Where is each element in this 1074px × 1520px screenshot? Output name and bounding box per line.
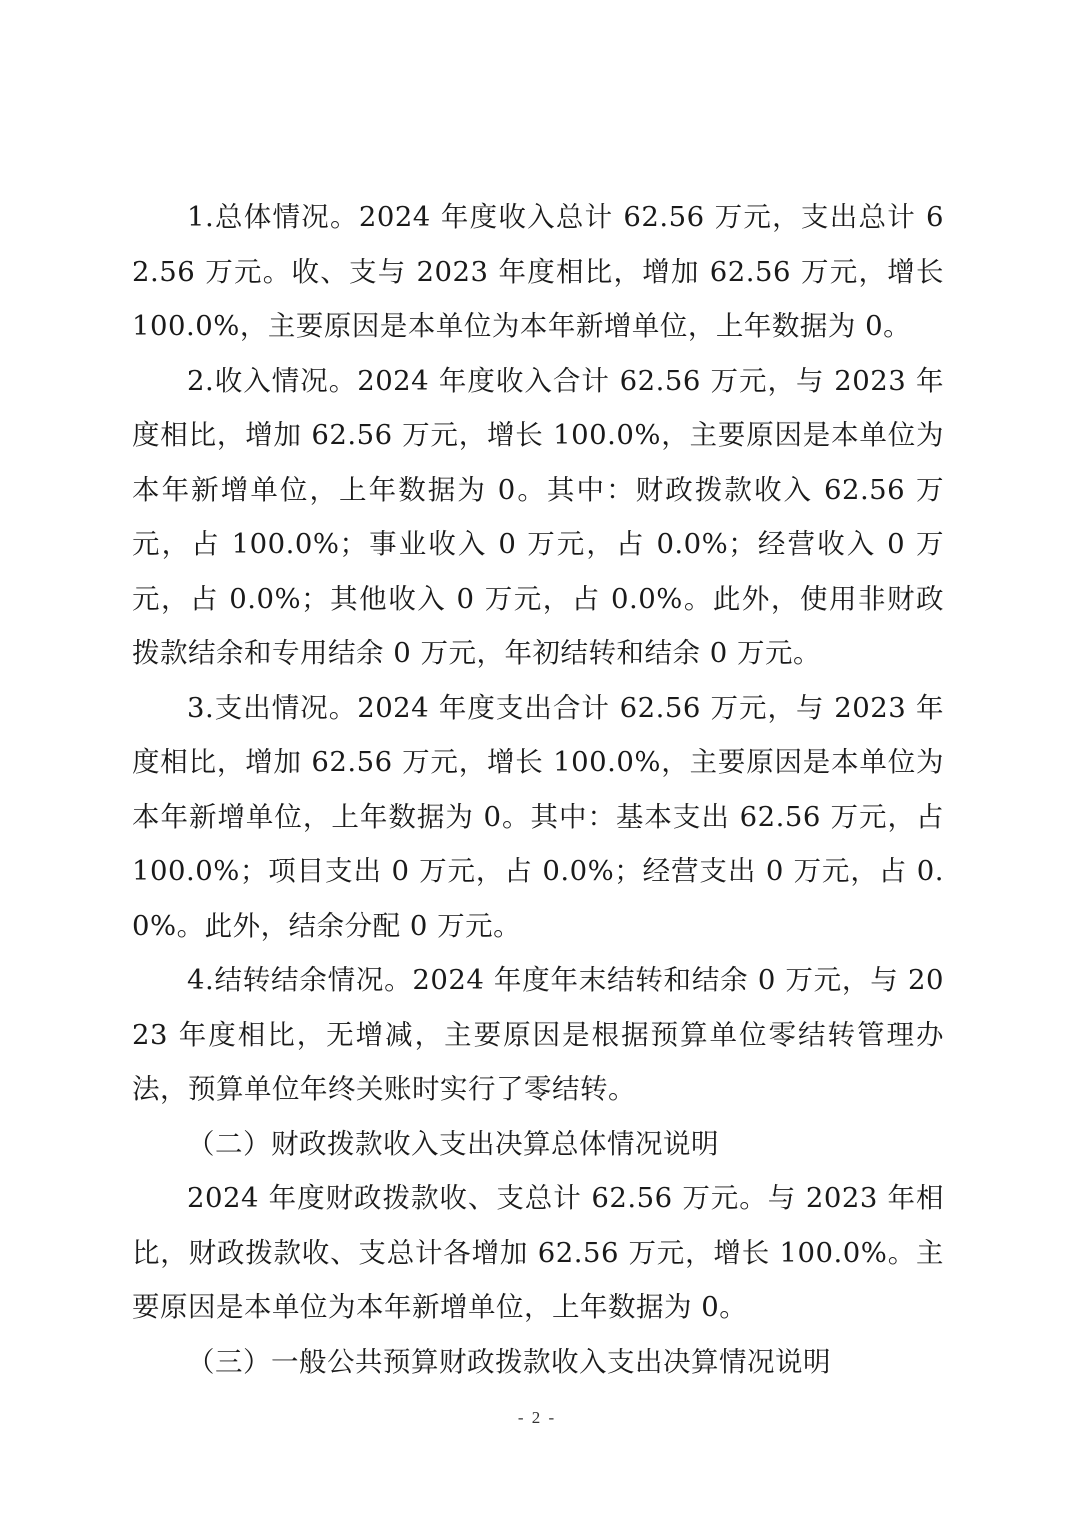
section-3-heading: （三）一般公共预算财政拨款收入支出决算情况说明 bbox=[187, 1345, 831, 1378]
paragraph-income: 2.收入情况。2024 年度收入合计 62.56 万元，与 2023 年度相比，增加 62.56 万元，增长 100.0%，主要原因是本单位为本年新增单位，上年数据为 0。其中：财政拨款收入 62.56 万元，占 100.0%；事业收入 0 万元，占 0.0%；经营收入 0 万元，占 0.0%；其他收入 0 万元，占 0.0%。此外，使用非财政拨款结余和专用结余 0 万元，年初结转和结余 0 万元。 bbox=[132, 364, 944, 669]
paragraph-expenditure: 3.支出情况。2024 年度支出合计 62.56 万元，与 2023 年度相比，增加 62.56 万元，增长 100.0%，主要原因是本单位为本年新增单位，上年数据为 0。其中：基本支出 62.56 万元，占 100.0%；项目支出 0 万元，占 0.0%；经营支出 0 万元，占 0.0%。此外，结余分配 0 万元。 bbox=[132, 691, 944, 942]
paragraph-carryover: 4.结转结余情况。2024 年度年末结转和结余 0 万元，与 2023 年度相比，无增减，主要原因是根据预算单位零结转管理办法，预算单位年终关账时实行了零结转。 bbox=[132, 964, 944, 1105]
page-number: - 2 - bbox=[517, 1408, 557, 1427]
paragraph-overall: 1.总体情况。2024 年度收入总计 62.56 万元，支出总计 62.56 万元。收、支与 2023 年度相比，增加 62.56 万元，增长 100.0%，主要原因是本单位为本年新增单位，上年数据为 0。 bbox=[132, 201, 944, 342]
paragraph-fiscal-appropriation: 2024 年度财政拨款收、支总计 62.56 万元。与 2023 年相比，财政拨款收、支总计各增加 62.56 万元，增长 100.0%。主要原因是本单位为本年新增单位，上年数据为 0。 bbox=[132, 1182, 944, 1323]
section-2-heading: （二）财政拨款收入支出决算总体情况说明 bbox=[187, 1127, 719, 1160]
document-body bbox=[132, 190, 944, 1389]
